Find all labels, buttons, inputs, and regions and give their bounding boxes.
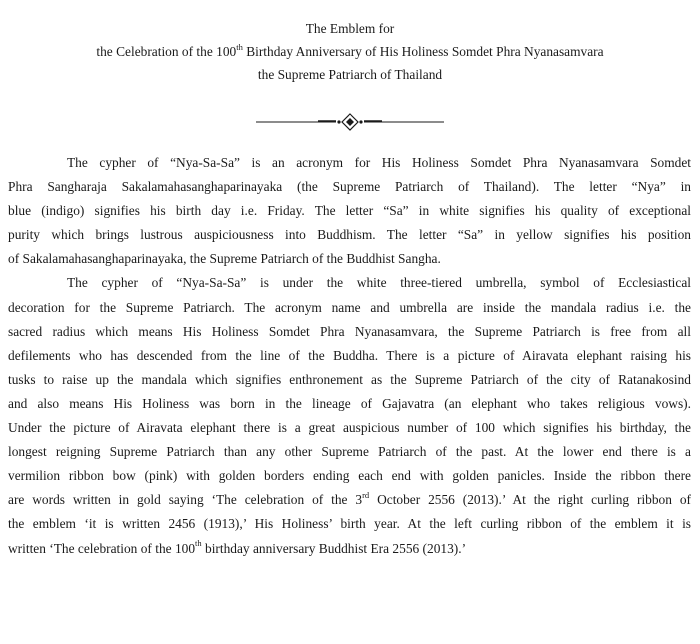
text-line: blue (indigo) signifies his birth day i.e. Friday. The letter “Sa” in white signifies his quality of exceptional [8, 203, 691, 219]
text-segment: October 2556 (2013).’ At the right curling ribbon of [369, 492, 691, 508]
heading-line-3: the Supreme Patriarch of Thailand [257, 67, 443, 82]
document-body [8, 151, 691, 561]
text-line: sacred radius which means His Holiness Somdet Phra Nyanasamvara, the Supreme Patriarch is free from all [8, 323, 691, 339]
text-line: Phra Sangharaja Sakalamahasanghaparinayaka (the Supreme Patriarch of Thailand). The letter “Nya” in [8, 179, 691, 195]
ordinal-suffix: th [195, 538, 202, 549]
text-line-with-superscript [8, 488, 691, 512]
text-segment: written ‘The celebration of the 100 [8, 540, 196, 556]
heading-line-2 [0, 40, 700, 63]
text-line: The cypher of “Nya-Sa-Sa” is an acronym for His Holiness Somdet Phra Nyanasamvara Somdet [67, 155, 691, 170]
text-line: vermilion ribbon bow (pink) with golden borders ending each end with golden panicles. Inside the ribbon there [8, 468, 691, 484]
paragraph-cypher-meaning [8, 151, 691, 271]
text-segment: birthday anniversary Buddhist Era 2556 (2013).’ [201, 540, 467, 556]
text-line: longest reigning Supreme Patriarch than any other Supreme Patriarch of the past. At the lower end there is a [8, 444, 691, 460]
ornamental-divider-icon [256, 113, 444, 131]
text-line: decoration for the Supreme Patriarch. The acronym name and umbrella are inside the mandala radius i.e. the [8, 299, 691, 315]
text-line: the emblem ‘it is written 2456 (1913),’ His Holiness’ birth year. At the left curling ribbon of the emblem it is [8, 516, 691, 532]
heading-line-2-rest: Birthday Anniversary of His Holiness Somdet Phra Nyanasamvara [242, 44, 604, 59]
document-heading [0, 17, 700, 86]
text-line: tusks to raise up the mandala which signifies enthronement as the Supreme Patriarch of the city of Ratanakosind [8, 371, 691, 387]
text-segment: are words written in gold saying ‘The celebration of the 3 [8, 492, 363, 508]
text-line: defilements who has descended from the line of the Buddha. There is a picture of Airavata elephant raising his [8, 347, 691, 363]
heading-line-1: The Emblem for [305, 21, 395, 36]
heading-line-2-text: the Celebration of the 100 [96, 44, 237, 59]
heading-ordinal-suffix: th [236, 41, 243, 52]
text-line: of Sakalamahasanghaparinayaka, the Supreme Patriarch of the Buddhist Sangha. [8, 251, 441, 267]
text-line: The cypher of “Nya-Sa-Sa” is under the white three-tiered umbrella, symbol of Ecclesiastical [67, 275, 691, 291]
text-line: and also means His Holiness was born in the lineage of Gajavatra (an elephant who takes religious vows). [8, 395, 691, 411]
ordinal-suffix: rd [362, 489, 370, 500]
text-line-with-superscript [8, 537, 691, 561]
text-line: Under the picture of Airavata elephant there is a great auspicious number of 100 which signifies his birthday, the [8, 420, 691, 436]
text-line: purity which brings lustrous auspiciousness into Buddhism. The letter “Sa” in yellow signifies his position [8, 227, 691, 243]
paragraph-emblem-description [8, 271, 691, 560]
